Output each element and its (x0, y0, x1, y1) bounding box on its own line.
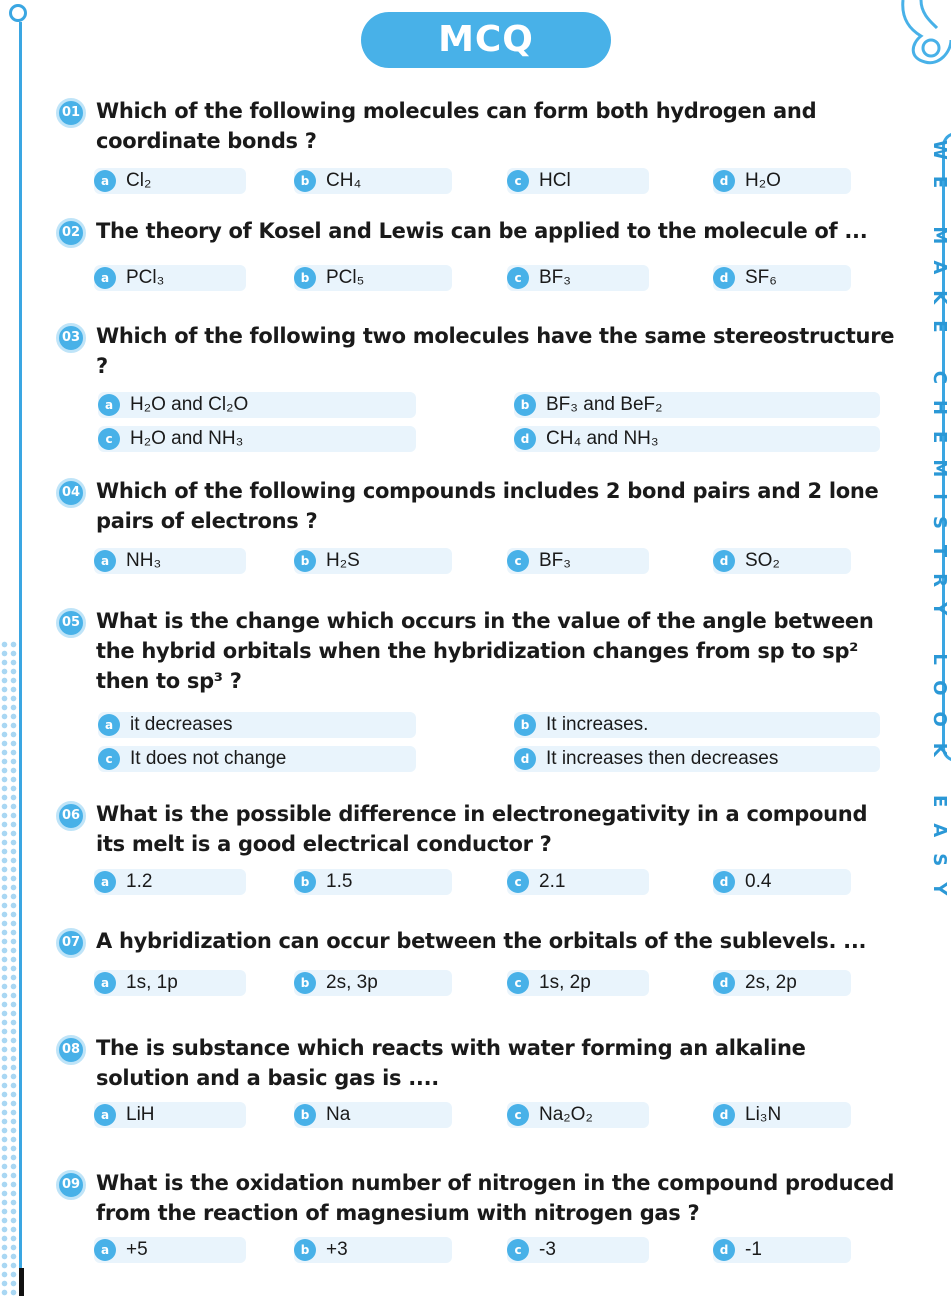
answer-option[interactable] (507, 265, 649, 291)
answer-option[interactable] (294, 548, 452, 574)
option-letter-badge: b (294, 550, 316, 572)
option-letter-badge: b (294, 170, 316, 192)
option-text: BF₃ (539, 550, 572, 571)
option-text: It increases then decreases (546, 748, 779, 769)
question-text: What is the oxidation number of nitrogen in the compound produced from the reaction of magnesium with nitrogen gas ? (96, 1171, 895, 1225)
left-rule (19, 22, 22, 1296)
option-text: H₂O and NH₃ (130, 428, 244, 449)
question-number: 06 (56, 801, 86, 831)
question-number: 02 (56, 218, 86, 248)
answer-option[interactable] (713, 970, 851, 996)
answer-option[interactable] (294, 869, 452, 895)
option-letter-badge: c (507, 1104, 529, 1126)
answer-option[interactable] (94, 168, 246, 194)
option-text: Na (326, 1104, 351, 1125)
option-letter-badge: a (94, 972, 116, 994)
option-text: -1 (745, 1239, 762, 1260)
option-letter-badge: b (294, 871, 316, 893)
option-letter-badge: a (94, 1104, 116, 1126)
option-text: 1.5 (326, 871, 353, 892)
option-letter-badge: a (94, 170, 116, 192)
option-text: BF₃ (539, 267, 572, 288)
question-text: The theory of Kosel and Lewis can be applied to the molecule of ... (96, 219, 868, 243)
answer-option[interactable] (514, 712, 880, 738)
option-letter-badge: a (94, 871, 116, 893)
answer-option[interactable] (507, 1237, 649, 1263)
option-text: Cl₂ (126, 170, 152, 191)
option-letter-badge: c (507, 1239, 529, 1261)
option-text: NH₃ (126, 550, 162, 571)
answer-option[interactable] (507, 1102, 649, 1128)
question-number: 09 (56, 1170, 86, 1200)
option-text: 2s, 3p (326, 972, 378, 993)
option-text: CH₄ and NH₃ (546, 428, 659, 449)
answer-option[interactable] (507, 168, 649, 194)
option-text: PCl₃ (126, 267, 165, 288)
answer-option[interactable] (713, 869, 851, 895)
option-text: CH₄ (326, 170, 362, 191)
question-number: 07 (56, 928, 86, 958)
answer-option[interactable] (507, 869, 649, 895)
answer-option[interactable] (294, 970, 452, 996)
question-text: What is the change which occurs in the value of the angle between the hybrid orbitals when the hybridization changes from sp to sp² then to sp³ ? (96, 609, 874, 693)
answer-option[interactable] (713, 265, 851, 291)
option-letter-badge: d (713, 170, 735, 192)
option-letter-badge: c (507, 170, 529, 192)
option-text: it decreases (130, 714, 233, 735)
answer-option[interactable] (98, 426, 416, 452)
question-text: A hybridization can occur between the orbitals of the sublevels. ... (96, 929, 867, 953)
option-letter-badge: c (98, 748, 120, 770)
option-text: 2s, 2p (745, 972, 797, 993)
option-text: H₂O and Cl₂O (130, 394, 249, 415)
answer-option[interactable] (94, 869, 246, 895)
question-number: 05 (56, 608, 86, 638)
option-letter-badge: d (713, 267, 735, 289)
option-text: SO₂ (745, 550, 780, 571)
answer-option[interactable] (713, 168, 851, 194)
option-text: HCl (539, 170, 571, 191)
option-text: Na₂O₂ (539, 1104, 593, 1125)
rule-circle (9, 4, 27, 22)
option-text: Li₃N (745, 1104, 782, 1125)
option-text: 2.1 (539, 871, 566, 892)
option-text: -3 (539, 1239, 556, 1260)
option-letter-badge: c (507, 267, 529, 289)
option-text: BF₃ and BeF₂ (546, 394, 663, 415)
answer-option[interactable] (94, 1237, 246, 1263)
option-letter-badge: d (713, 1104, 735, 1126)
option-text: LiH (126, 1104, 155, 1125)
option-letter-badge: a (98, 394, 120, 416)
option-text: 0.4 (745, 871, 772, 892)
answer-option[interactable] (713, 1237, 851, 1263)
option-letter-badge: d (713, 871, 735, 893)
option-letter-badge: c (98, 428, 120, 450)
answer-option[interactable] (294, 1102, 452, 1128)
question-text: What is the possible difference in electronegativity in a compound its melt is a good electrical conductor ? (96, 802, 868, 856)
option-text: H₂O (745, 170, 781, 191)
question-number: 08 (56, 1035, 86, 1065)
option-letter-badge: d (713, 1239, 735, 1261)
option-letter-badge: a (94, 267, 116, 289)
answer-option[interactable] (507, 548, 649, 574)
option-letter-badge: a (94, 550, 116, 572)
page-title: MCQ (361, 12, 611, 68)
answer-option[interactable] (94, 1102, 246, 1128)
answer-option[interactable] (94, 548, 246, 574)
answer-option[interactable] (514, 426, 880, 452)
option-text: 1s, 2p (539, 972, 591, 993)
option-text: It does not change (130, 748, 287, 769)
option-text: +5 (126, 1239, 148, 1260)
option-letter-badge: b (514, 394, 536, 416)
answer-option[interactable] (294, 168, 452, 194)
option-text: SF₆ (745, 267, 777, 288)
option-text: It increases. (546, 714, 649, 735)
option-letter-badge: c (507, 550, 529, 572)
side-slogan: WE MAKE CHEMISTRY LOOK EASY (929, 140, 950, 912)
answer-option[interactable] (94, 970, 246, 996)
answer-option[interactable] (94, 265, 246, 291)
option-letter-badge: b (294, 1104, 316, 1126)
answer-option[interactable] (98, 392, 416, 418)
option-letter-badge: d (514, 748, 536, 770)
answer-option[interactable] (98, 746, 416, 772)
question-number: 03 (56, 323, 86, 353)
option-text: PCl₅ (326, 267, 365, 288)
answer-option[interactable] (294, 265, 452, 291)
answer-option[interactable] (514, 746, 880, 772)
option-text: 1s, 1p (126, 972, 178, 993)
answer-option[interactable] (507, 970, 649, 996)
option-letter-badge: c (507, 871, 529, 893)
option-letter-badge: a (98, 714, 120, 736)
option-letter-badge: b (294, 972, 316, 994)
question-number: 04 (56, 478, 86, 508)
dot-pattern (0, 640, 20, 1296)
question-text: The is substance which reacts with water forming an alkaline solution and a basic gas is .... (96, 1036, 806, 1090)
question-text: Which of the following compounds includes 2 bond pairs and 2 lone pairs of electrons ? (96, 479, 879, 533)
answer-option[interactable] (514, 392, 880, 418)
question-text: Which of the following molecules can form both hydrogen and coordinate bonds ? (96, 99, 817, 153)
option-letter-badge: d (713, 550, 735, 572)
question-number: 01 (56, 98, 86, 128)
option-letter-badge: a (94, 1239, 116, 1261)
answer-option[interactable] (294, 1237, 452, 1263)
page-edge-mark (19, 1268, 24, 1296)
option-letter-badge: d (514, 428, 536, 450)
option-text: 1.2 (126, 871, 153, 892)
option-text: +3 (326, 1239, 348, 1260)
answer-option[interactable] (713, 1102, 851, 1128)
answer-option[interactable] (713, 548, 851, 574)
option-letter-badge: b (514, 714, 536, 736)
answer-option[interactable] (98, 712, 416, 738)
option-letter-badge: b (294, 267, 316, 289)
question-text: Which of the following two molecules have the same stereostructure ? (96, 324, 895, 378)
option-letter-badge: c (507, 972, 529, 994)
flask-decoration-icon (881, 0, 951, 70)
option-text: H₂S (326, 550, 360, 571)
option-letter-badge: b (294, 1239, 316, 1261)
option-letter-badge: d (713, 972, 735, 994)
